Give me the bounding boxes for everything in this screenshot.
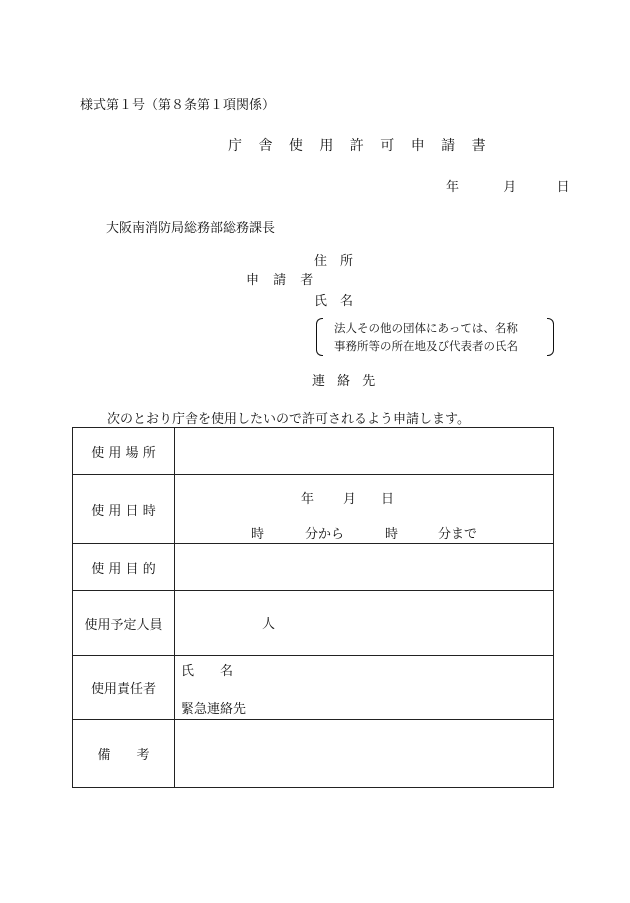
purpose-field[interactable] bbox=[175, 544, 554, 591]
datetime-label: 使 用 日 時 bbox=[73, 475, 175, 544]
persons-field[interactable] bbox=[175, 591, 554, 656]
responsible-contact-label: 緊急連絡先 bbox=[181, 702, 247, 717]
note-line-1: 法人その他の団体にあっては、名称 bbox=[334, 321, 518, 335]
persons-unit: 人 bbox=[262, 617, 276, 632]
dt-hour-from: 時 bbox=[251, 527, 265, 542]
dt-min-to: 分まで bbox=[438, 527, 478, 542]
note-line-2: 事務所等の所在地及び代表者の氏名 bbox=[334, 339, 518, 353]
dt-month: 月 bbox=[343, 492, 357, 507]
table-row bbox=[73, 544, 554, 591]
dt-hour-to: 時 bbox=[385, 527, 399, 542]
date-year: 年 bbox=[446, 180, 460, 195]
remarks-label: 備 考 bbox=[73, 720, 175, 788]
place-field[interactable] bbox=[175, 428, 554, 475]
table-row bbox=[73, 475, 554, 544]
application-table bbox=[72, 427, 554, 788]
left-bracket bbox=[316, 318, 323, 356]
right-bracket bbox=[547, 318, 554, 356]
place-label: 使 用 場 所 bbox=[73, 428, 175, 475]
responsible-name-label: 氏 名 bbox=[181, 664, 234, 679]
persons-label: 使用予定人員 bbox=[73, 591, 175, 656]
applicant-label: 申 請 者 bbox=[246, 273, 319, 288]
table-row bbox=[73, 656, 554, 720]
address-label: 住 所 bbox=[314, 254, 354, 269]
date-day: 日 bbox=[556, 180, 570, 195]
purpose-label: 使 用 目 的 bbox=[73, 544, 175, 591]
table-row bbox=[73, 591, 554, 656]
intro-text: 次のとおり庁舎を使用したいので許可されるよう申請します。 bbox=[107, 412, 470, 427]
addressee: 大阪南消防局総務部総務課長 bbox=[106, 221, 276, 236]
responsible-label: 使用責任者 bbox=[73, 656, 175, 720]
name-label: 氏 名 bbox=[314, 294, 354, 309]
remarks-field[interactable] bbox=[175, 720, 554, 788]
dt-year: 年 bbox=[301, 492, 315, 507]
responsible-field[interactable] bbox=[175, 656, 554, 720]
corporate-note bbox=[316, 318, 554, 356]
table-row bbox=[73, 428, 554, 475]
datetime-field[interactable] bbox=[175, 475, 554, 544]
table-row bbox=[73, 720, 554, 788]
dt-day: 日 bbox=[381, 492, 395, 507]
date-month: 月 bbox=[503, 180, 517, 195]
contact-label: 連 絡 先 bbox=[312, 374, 380, 389]
dt-min-from: 分から bbox=[305, 527, 345, 542]
document-title: 庁 舎 使 用 許 可 申 請 書 bbox=[228, 138, 492, 154]
date-line bbox=[446, 176, 570, 195]
form-number: 様式第１号（第８条第１項関係） bbox=[80, 98, 276, 113]
